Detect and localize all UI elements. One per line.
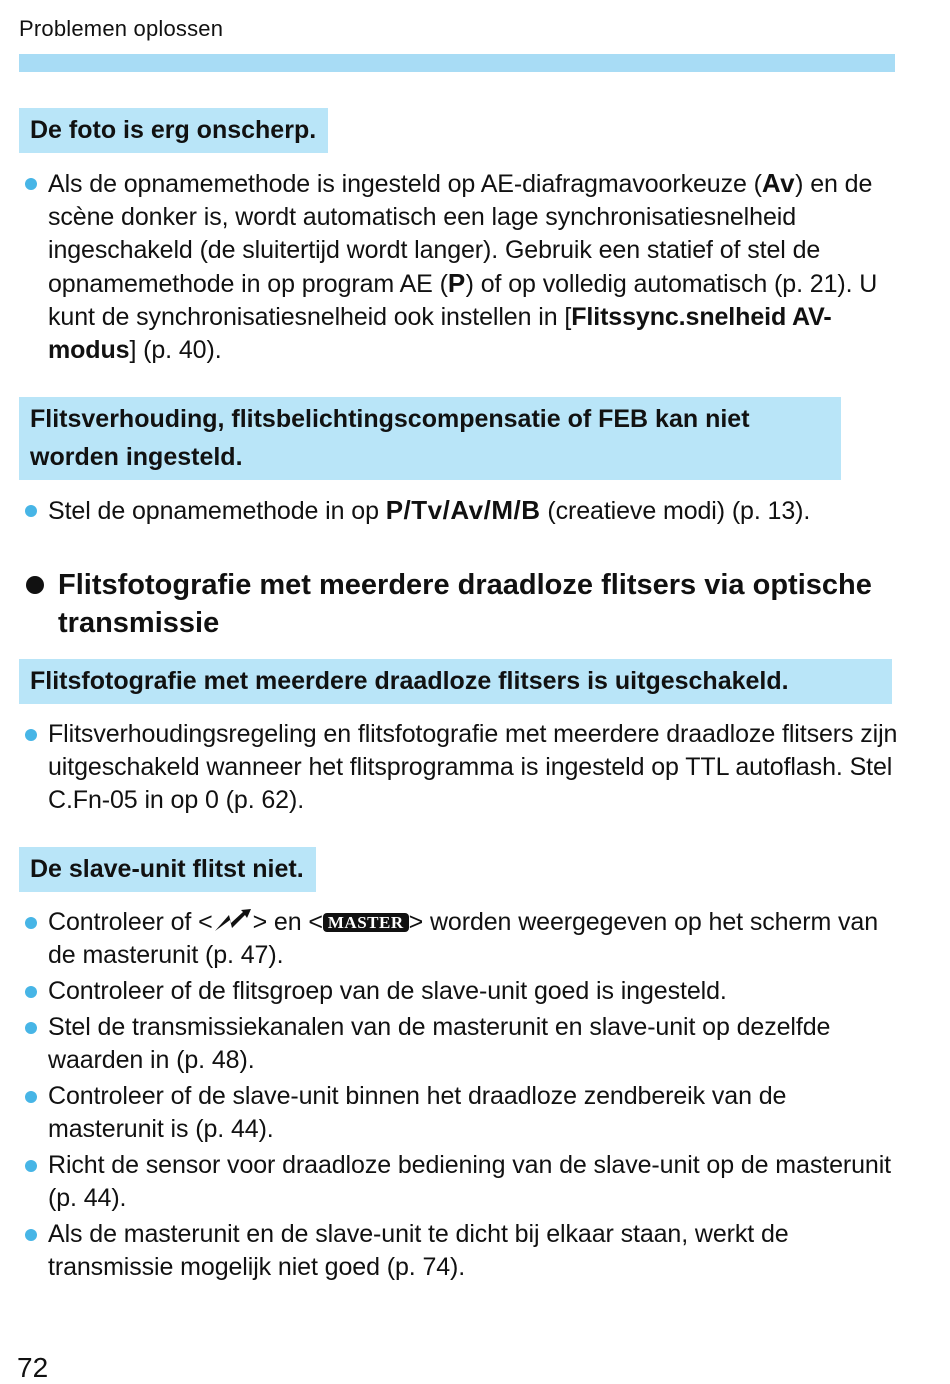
bullet-dot-icon xyxy=(25,1091,37,1103)
list-item: Stel de transmissiekanalen van de masterunit en slave-unit op dezelfde waarden in (p. 48). xyxy=(19,1011,899,1077)
wireless-flash-icon xyxy=(213,909,253,933)
heading-flash-ratio: Flitsverhouding, flitsbelichtingscompensatie of FEB kan niet worden ingesteld. xyxy=(19,397,841,480)
page-content xyxy=(19,108,899,1287)
bullet-list-wireless xyxy=(19,718,899,817)
list-item: Als de masterunit en de slave-unit te dicht bij elkaar staan, werkt de transmissie mogelijk niet goed (p. 74). xyxy=(19,1218,899,1284)
heading-wireless-disabled: Flitsfotografie met meerdere draadloze flitsers is uitgeschakeld. xyxy=(19,659,892,704)
bullet-dot-icon xyxy=(25,1160,37,1172)
p-mode-icon: P xyxy=(447,268,466,298)
menu-item-name: Flitssync.snelheid AV-modus xyxy=(48,303,832,364)
list-item: Als de opnamemethode is ingesteld op AE-diafragmavoorkeuze (Av) en de scène donker is, wordt automatisch een lage synchronisatiesnelheid ingeschakeld (de sluitertijd wordt langer). Gebruik een statief of stel de opnamemethode in op program AE (P) of op volledig automatisch (p. 21). U kunt de synchronisatiesnelheid ook instellen in [Flitssync.snelheid AV-modus] (p. 40). xyxy=(19,167,899,367)
bullet-dot-icon xyxy=(25,986,37,998)
heading-blurry-photo: De foto is erg onscherp. xyxy=(19,108,328,153)
bullet-dot-icon xyxy=(25,505,37,517)
section-title: Flitsfotografie met meerdere draadloze flitsers via optische transmissie xyxy=(19,566,899,642)
heading-slave-not-firing: De slave-unit flitst niet. xyxy=(19,847,316,892)
bullet-dot-icon xyxy=(25,729,37,741)
list-item: Controleer of de flitsgroep van de slave-unit goed is ingesteld. xyxy=(19,975,899,1008)
bullet-list-blurry xyxy=(19,167,899,367)
creative-modes-icons: P/Tv/Av/M/B xyxy=(385,495,541,525)
page-number: 72 xyxy=(17,1352,49,1383)
av-mode-icon: Av xyxy=(761,168,796,198)
list-item: Richt de sensor voor draadloze bediening van de slave-unit op de masterunit (p. 44). xyxy=(19,1149,899,1215)
master-badge: MASTER xyxy=(323,913,409,932)
list-item: Flitsverhoudingsregeling en flitsfotografie met meerdere draadloze flitsers zijn uitgeschakeld wanneer het flitsprogramma is ingesteld op TTL autoflash. Stel C.Fn-05 in op 0 (p. 62). xyxy=(19,718,899,817)
bullet-dot-icon xyxy=(25,1229,37,1241)
bullet-dot-icon xyxy=(25,1022,37,1034)
bullet-dot-icon xyxy=(25,178,37,190)
bullet-list-slave xyxy=(19,906,899,1284)
running-header: Problemen oplossen xyxy=(19,16,224,41)
bullet-list-ratio xyxy=(19,494,899,528)
list-item: Controleer of < > en < MASTER > worden weergegeven op het scherm van de masterunit (p. 47). xyxy=(19,906,899,972)
section-bullet-icon xyxy=(26,576,44,594)
list-item: Stel de opnamemethode in op P/Tv/Av/M/B (creatieve modi) (p. 13). xyxy=(19,494,899,528)
header-accent-bar xyxy=(19,54,895,72)
bullet-dot-icon xyxy=(25,917,37,929)
list-item: Controleer of de slave-unit binnen het draadloze zendbereik van de masterunit is (p. 44). xyxy=(19,1080,899,1146)
